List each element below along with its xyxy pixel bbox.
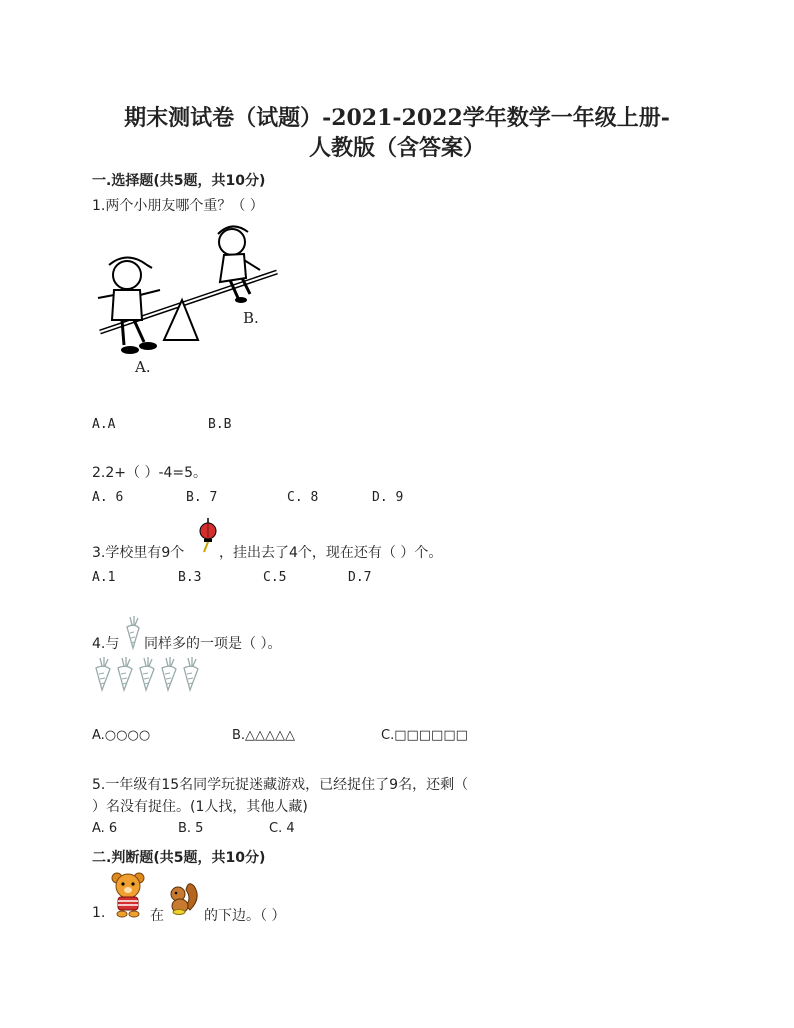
- question-5-line1: 5.一年级有15名同学玩捉迷藏游戏，已经捉住了9名，还剩（: [92, 777, 469, 793]
- judge-q1-prefix: 1.: [92, 905, 106, 921]
- question-3-text-after: ，挂出去了4个，现在还有（ ）个。: [219, 545, 443, 561]
- carrot-icon: [122, 615, 144, 649]
- question-1-text: 1.两个小朋友哪个重？（ ）: [92, 198, 264, 214]
- q2-option-c[interactable]: C. 8: [287, 490, 319, 505]
- question-3-text-before: 3.学校里有9个: [92, 545, 185, 561]
- squirrel-icon: [166, 880, 202, 916]
- lantern-icon: [198, 518, 218, 554]
- figure-label-b: B.: [243, 309, 259, 327]
- bear-icon: [108, 870, 148, 918]
- section-heading-judge: 二.判断题(共5题，共10分): [92, 850, 266, 866]
- q4-option-a[interactable]: A.○○○○: [92, 728, 151, 743]
- q4-option-c[interactable]: C.□□□□□□: [381, 728, 468, 743]
- question-4-text-after: 同样多的一项是（ ）。: [144, 636, 282, 652]
- figure-label-a: A.: [135, 358, 151, 376]
- q1-option-a[interactable]: A.A: [92, 417, 116, 432]
- q1-option-b[interactable]: B.B: [208, 417, 232, 432]
- carrot-group-icon: [92, 656, 207, 692]
- q2-option-b[interactable]: B. 7: [186, 490, 218, 505]
- question-2-text: 2.2+（ ）-4=5。: [92, 465, 208, 481]
- q5-option-a[interactable]: A. 6: [92, 821, 118, 836]
- q2-option-a[interactable]: A. 6: [92, 490, 124, 505]
- question-5-line2: ）名没有捉住。(1人找，其他人藏): [92, 799, 308, 815]
- exam-title-line1: 期末测试卷（试题）-2021-2022学年数学一年级上册-: [124, 105, 670, 131]
- q3-option-c[interactable]: C.5: [263, 570, 287, 585]
- exam-title-line2: 人教版（含答案）: [308, 135, 485, 161]
- q4-option-b[interactable]: B.△△△△△: [232, 728, 296, 743]
- q3-option-a[interactable]: A.1: [92, 570, 116, 585]
- q5-option-b[interactable]: B. 5: [178, 821, 204, 836]
- section-heading-choice: 一.选择题(共5题，共10分): [92, 173, 266, 189]
- q2-option-d[interactable]: D. 9: [372, 490, 404, 505]
- q3-option-d[interactable]: D.7: [348, 570, 372, 585]
- judge-q1-suffix: 的下边。（ ）: [204, 908, 286, 924]
- seesaw-illustration: [92, 220, 292, 385]
- q5-option-c[interactable]: C. 4: [269, 821, 295, 836]
- question-4-text-before: 4.与: [92, 636, 120, 652]
- judge-q1-middle: 在: [150, 908, 164, 924]
- q3-option-b[interactable]: B.3: [178, 570, 202, 585]
